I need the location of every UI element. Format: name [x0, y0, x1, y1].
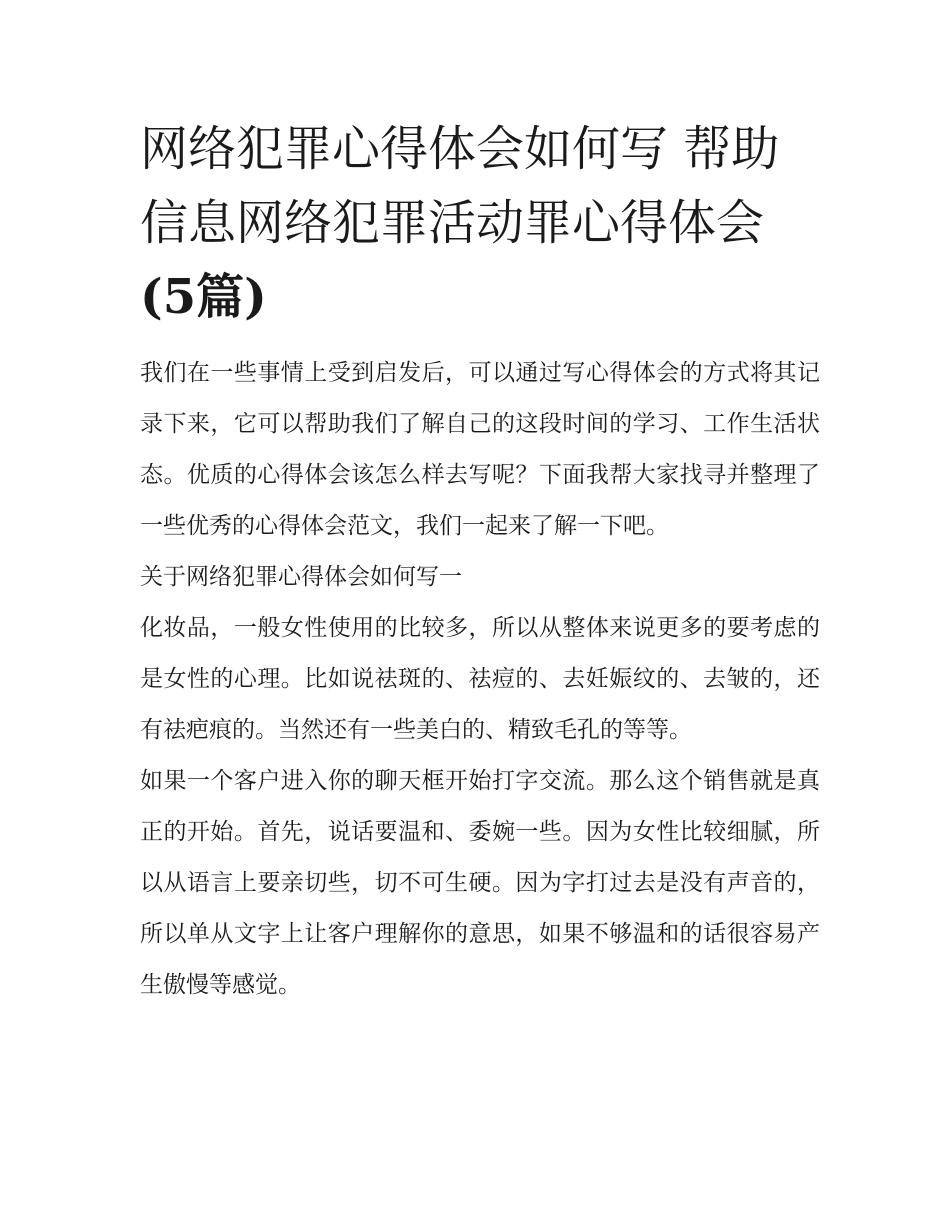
intro-paragraph: 我们在一些事情上受到启发后，可以通过写心得体会的方式将其记录下来，它可以帮助我们了解自己的这段时间的学习、工作生活状态。优质的心得体会该怎么样去写呢？下面我帮大家找寻并整理了一些优秀的心得体会范文，我们一起来了解一下吧。: [140, 360, 820, 539]
document-body: [140, 112, 820, 1011]
body-paragraph-2: 如果一个客户进入你的聊天框开始打字交流。那么这个销售就是真正的开始。首先，说话要温和、委婉一些。因为女性比较细腻，所以从语言上要亲切些，切不可生硬。因为字打过去是没有声音的，所以单从文字上让客户理解你的意思，如果不够温和的话很容易产生傲慢等感觉。: [140, 768, 820, 998]
body-paragraph-1: 化妆品，一般女性使用的比较多，所以从整体来说更多的要考虑的是女性的心理。比如说祛斑的、祛痘的、去妊娠纹的、去皱的，还有祛疤痕的。当然还有一些美白的、精致毛孔的等等。: [140, 615, 820, 743]
document-title: [140, 112, 820, 334]
title-suffix: (5篇): [140, 269, 267, 325]
title-main: 网络犯罪心得体会如何写 帮助信息网络犯罪活动罪心得体会: [140, 121, 780, 251]
section-heading: 关于网络犯罪心得体会如何写一: [140, 564, 462, 590]
